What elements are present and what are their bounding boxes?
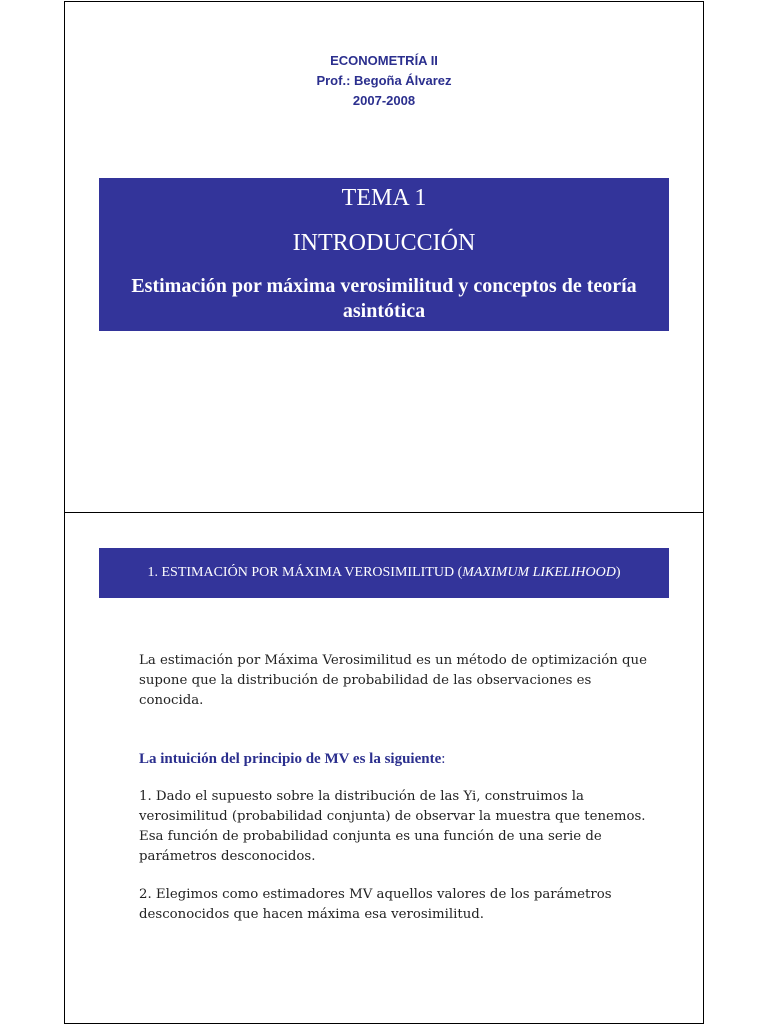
- title-banner: [99, 178, 669, 331]
- intro-paragraph: La estimación por Máxima Verosimilitud es un método de optimización que supone que la distribución de probabilidad de las observaciones es conocida.: [139, 653, 647, 708]
- section-title-prefix: 1. ESTIMACIÓN POR MÁXIMA VEROSIMILITUD (: [147, 565, 463, 580]
- section-title-italic: MAXIMUM LIKELIHOOD: [462, 565, 616, 580]
- slide-1: [64, 1, 704, 513]
- slide-subtitle: Estimación por máxima verosimilitud y conceptos de teoría asintótica: [131, 275, 637, 322]
- intuition-colon: :: [441, 751, 446, 767]
- course-name: ECONOMETRÍA II: [330, 53, 438, 68]
- academic-year: 2007-2008: [352, 93, 416, 108]
- slide-2: [64, 512, 704, 1024]
- intuition-heading-text: La intuición del principio de MV es la siguiente: [139, 751, 442, 767]
- intuition-heading: [139, 749, 659, 769]
- course-header: [65, 51, 703, 111]
- step-2-paragraph: 2. Elegimos como estimadores MV aquellos valores de los parámetros desconocidos que hacen máxima esa verosimilitud.: [139, 887, 612, 922]
- step-1-paragraph: 1. Dado el supuesto sobre la distribución de las Yi, construimos la verosimilitud (probabilidad conjunta) de observar la muestra que tenemos. Esa función de probabilidad conjunta es una función de una serie de parámetros desconocidos.: [139, 789, 646, 864]
- professor-name: Prof.: Begoña Álvarez: [316, 73, 452, 88]
- tema-label: TEMA 1: [341, 185, 427, 211]
- slide-title: INTRODUCCIÓN: [292, 230, 476, 256]
- section-title-suffix: ): [615, 565, 621, 580]
- section-title-banner: [99, 548, 669, 598]
